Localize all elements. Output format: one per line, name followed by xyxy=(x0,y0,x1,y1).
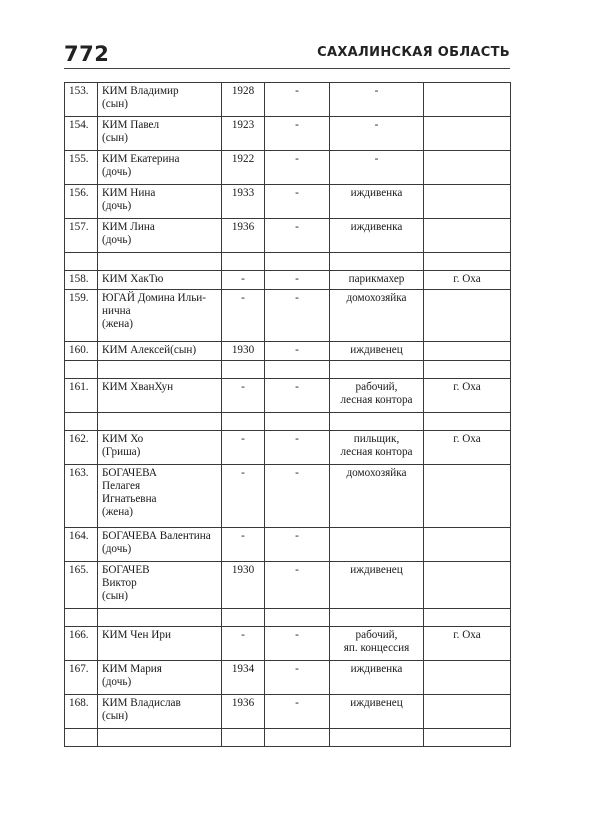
cell-name-line: БОГАЧЕВА Валентина xyxy=(102,530,211,542)
cell-name-line: Виктор xyxy=(102,577,137,589)
cell-name xyxy=(98,290,222,342)
cell-occupation xyxy=(330,661,424,695)
cell-name xyxy=(98,219,222,253)
cell-name-line: КИМ Павел xyxy=(102,119,160,131)
cell-name-line: (сын) xyxy=(102,98,128,110)
cell-occupation xyxy=(330,695,424,729)
cell-occupation xyxy=(330,83,424,117)
table-row xyxy=(65,290,511,342)
cell-number: 154. xyxy=(65,117,98,151)
cell-name-line: (дочь) xyxy=(102,166,132,178)
cell-place xyxy=(424,413,511,431)
cell-name xyxy=(98,342,222,361)
table-row xyxy=(65,271,511,290)
cell-col4: - xyxy=(265,117,330,151)
cell-occupation xyxy=(330,379,424,413)
cell-col4: - xyxy=(265,342,330,361)
cell-col4 xyxy=(265,413,330,431)
table-row-blank xyxy=(65,729,511,747)
cell-place xyxy=(424,151,511,185)
cell-occupation xyxy=(330,151,424,185)
table-row-blank xyxy=(65,413,511,431)
cell-occupation-line: иждивенец xyxy=(350,564,403,576)
cell-occupation-line: - xyxy=(374,153,379,165)
cell-name xyxy=(98,413,222,431)
table-row xyxy=(65,431,511,465)
cell-occupation xyxy=(330,342,424,361)
cell-name xyxy=(98,253,222,271)
cell-number: 168. xyxy=(65,695,98,729)
cell-occupation-line: иждивенка xyxy=(350,187,403,199)
cell-name xyxy=(98,627,222,661)
cell-occupation xyxy=(330,528,424,562)
cell-name xyxy=(98,361,222,379)
cell-place: г. Оха xyxy=(424,431,511,465)
cell-col4: - xyxy=(265,661,330,695)
cell-col4: - xyxy=(265,219,330,253)
cell-number xyxy=(65,413,98,431)
cell-number: 153. xyxy=(65,83,98,117)
cell-birth-year: - xyxy=(222,431,265,465)
cell-number: 164. xyxy=(65,528,98,562)
cell-occupation-line: - xyxy=(374,119,379,131)
cell-birth-year: - xyxy=(222,465,265,528)
cell-occupation-line: яп. концессия xyxy=(343,642,410,654)
cell-col4: - xyxy=(265,695,330,729)
cell-birth-year xyxy=(222,729,265,747)
table-row xyxy=(65,151,511,185)
cell-name-line: (дочь) xyxy=(102,676,132,688)
table-row xyxy=(65,117,511,151)
cell-name-line: БОГАЧЕВА xyxy=(102,467,157,479)
cell-birth-year xyxy=(222,609,265,627)
cell-birth-year: 1930 xyxy=(222,342,265,361)
cell-occupation-line: иждивенка xyxy=(350,663,403,675)
cell-birth-year: 1930 xyxy=(222,562,265,609)
cell-col4: - xyxy=(265,465,330,528)
table-row xyxy=(65,219,511,253)
table-row xyxy=(65,342,511,361)
table-row xyxy=(65,379,511,413)
cell-name-line: (сын) xyxy=(102,590,128,602)
cell-name-line: (дочь) xyxy=(102,234,132,246)
cell-birth-year: 1923 xyxy=(222,117,265,151)
cell-name-line: КИМ Владимир xyxy=(102,85,179,97)
cell-name xyxy=(98,151,222,185)
cell-occupation-line: домохозяйка xyxy=(346,292,407,304)
cell-name-line: (дочь) xyxy=(102,200,132,212)
cell-col4: - xyxy=(265,431,330,465)
cell-occupation-line: иждивенец xyxy=(350,697,403,709)
cell-birth-year: - xyxy=(222,528,265,562)
cell-name-line: ЮГАЙ Домина Ильи- xyxy=(102,292,207,304)
cell-occupation xyxy=(330,609,424,627)
table-row xyxy=(65,528,511,562)
page-header xyxy=(64,42,510,70)
cell-birth-year: 1936 xyxy=(222,219,265,253)
cell-name xyxy=(98,271,222,290)
cell-name xyxy=(98,117,222,151)
cell-name-line: Пелагея xyxy=(102,480,141,492)
cell-place xyxy=(424,361,511,379)
page-number: 772 xyxy=(64,42,110,66)
cell-name-line: КИМ Чен Ири xyxy=(102,629,171,641)
cell-name-line: КИМ Мария xyxy=(102,663,162,675)
cell-place: г. Оха xyxy=(424,627,511,661)
cell-occupation xyxy=(330,271,424,290)
cell-name-line: КИМ ХванХун xyxy=(102,381,174,393)
cell-birth-year: 1933 xyxy=(222,185,265,219)
cell-number: 167. xyxy=(65,661,98,695)
cell-occupation xyxy=(330,117,424,151)
cell-number xyxy=(65,729,98,747)
cell-name xyxy=(98,729,222,747)
cell-place xyxy=(424,185,511,219)
cell-occupation-line: - xyxy=(374,85,379,97)
cell-name-line: (сын) xyxy=(102,132,128,144)
cell-col4: - xyxy=(265,627,330,661)
cell-place xyxy=(424,342,511,361)
cell-name xyxy=(98,661,222,695)
cell-number: 160. xyxy=(65,342,98,361)
cell-name-line: (дочь) xyxy=(102,543,132,555)
cell-name xyxy=(98,83,222,117)
cell-place xyxy=(424,729,511,747)
cell-occupation-line: иждивенка xyxy=(350,221,403,233)
table-row xyxy=(65,627,511,661)
cell-place xyxy=(424,290,511,342)
cell-col4: - xyxy=(265,290,330,342)
cell-name xyxy=(98,185,222,219)
cell-place xyxy=(424,661,511,695)
cell-occupation xyxy=(330,431,424,465)
cell-number: 158. xyxy=(65,271,98,290)
cell-name-line: КИМ Владислав xyxy=(102,697,181,709)
table-row xyxy=(65,562,511,609)
cell-occupation xyxy=(330,627,424,661)
table-row-blank xyxy=(65,609,511,627)
cell-name-line: КИМ Хо xyxy=(102,433,144,445)
cell-place xyxy=(424,253,511,271)
cell-name xyxy=(98,431,222,465)
cell-number xyxy=(65,253,98,271)
cell-number: 156. xyxy=(65,185,98,219)
cell-occupation xyxy=(330,185,424,219)
cell-name-line: Игнатьевна xyxy=(102,493,157,505)
cell-occupation-line: рабочий, xyxy=(355,629,398,641)
cell-col4: - xyxy=(265,562,330,609)
cell-number: 155. xyxy=(65,151,98,185)
cell-birth-year: 1922 xyxy=(222,151,265,185)
cell-name xyxy=(98,695,222,729)
cell-birth-year xyxy=(222,361,265,379)
cell-col4: - xyxy=(265,271,330,290)
cell-occupation-line: лесная контора xyxy=(340,446,413,458)
cell-number: 159. xyxy=(65,290,98,342)
cell-name-line: (сын) xyxy=(102,710,128,722)
cell-place xyxy=(424,609,511,627)
cell-occupation xyxy=(330,253,424,271)
cell-col4: - xyxy=(265,83,330,117)
cell-name-line: (жена) xyxy=(102,318,133,330)
cell-birth-year: 1936 xyxy=(222,695,265,729)
cell-place: г. Оха xyxy=(424,379,511,413)
cell-number: 157. xyxy=(65,219,98,253)
cell-number: 162. xyxy=(65,431,98,465)
cell-col4: - xyxy=(265,379,330,413)
cell-occupation-line: рабочий, xyxy=(355,381,398,393)
cell-name xyxy=(98,465,222,528)
cell-name xyxy=(98,609,222,627)
cell-birth-year: - xyxy=(222,379,265,413)
cell-number: 161. xyxy=(65,379,98,413)
cell-occupation-line: лесная контора xyxy=(340,394,413,406)
cell-occupation xyxy=(330,465,424,528)
cell-place xyxy=(424,465,511,528)
cell-occupation xyxy=(330,219,424,253)
cell-name-line: КИМ ХакТю xyxy=(102,273,164,285)
register-table xyxy=(64,82,511,747)
table-row xyxy=(65,661,511,695)
table-row xyxy=(65,83,511,117)
cell-col4: - xyxy=(265,185,330,219)
cell-name-line: нична xyxy=(102,305,131,317)
cell-place xyxy=(424,695,511,729)
cell-birth-year: 1928 xyxy=(222,83,265,117)
cell-place xyxy=(424,528,511,562)
table-row-blank xyxy=(65,253,511,271)
cell-place xyxy=(424,83,511,117)
table-row-blank xyxy=(65,361,511,379)
cell-birth-year: - xyxy=(222,271,265,290)
cell-name-line: КИМ Алексей(сын) xyxy=(102,344,197,356)
cell-place xyxy=(424,219,511,253)
cell-name-line: (жена) xyxy=(102,506,133,518)
cell-number: 165. xyxy=(65,562,98,609)
cell-place xyxy=(424,117,511,151)
cell-col4 xyxy=(265,361,330,379)
table-row xyxy=(65,695,511,729)
cell-col4: - xyxy=(265,151,330,185)
cell-col4: - xyxy=(265,528,330,562)
cell-place: г. Оха xyxy=(424,271,511,290)
cell-birth-year: - xyxy=(222,290,265,342)
cell-number xyxy=(65,361,98,379)
cell-occupation-line: пильщик, xyxy=(353,433,400,445)
cell-name-line: КИМ Лина xyxy=(102,221,155,233)
cell-col4 xyxy=(265,729,330,747)
cell-occupation-line: парикмахер xyxy=(348,273,405,285)
cell-name-line: КИМ Екатерина xyxy=(102,153,180,165)
cell-col4 xyxy=(265,253,330,271)
cell-birth-year xyxy=(222,413,265,431)
cell-name-line: БОГАЧЕВ xyxy=(102,564,150,576)
cell-occupation xyxy=(330,413,424,431)
cell-occupation xyxy=(330,562,424,609)
cell-name-line: КИМ Нина xyxy=(102,187,156,199)
table-row xyxy=(65,465,511,528)
cell-occupation xyxy=(330,361,424,379)
cell-name xyxy=(98,379,222,413)
register-table-body xyxy=(65,83,511,747)
cell-birth-year: - xyxy=(222,627,265,661)
cell-place xyxy=(424,562,511,609)
cell-occupation xyxy=(330,729,424,747)
cell-occupation xyxy=(330,290,424,342)
cell-birth-year xyxy=(222,253,265,271)
cell-occupation-line: домохозяйка xyxy=(346,467,407,479)
cell-occupation-line: иждивенец xyxy=(350,344,403,356)
cell-birth-year: 1934 xyxy=(222,661,265,695)
cell-name-line: (Гриша) xyxy=(102,446,141,458)
header-rule xyxy=(64,68,510,69)
cell-number: 166. xyxy=(65,627,98,661)
cell-col4 xyxy=(265,609,330,627)
running-title: САХАЛИНСКАЯ ОБЛАСТЬ xyxy=(317,45,510,60)
table-row xyxy=(65,185,511,219)
cell-number: 163. xyxy=(65,465,98,528)
cell-name xyxy=(98,528,222,562)
cell-name xyxy=(98,562,222,609)
cell-number xyxy=(65,609,98,627)
